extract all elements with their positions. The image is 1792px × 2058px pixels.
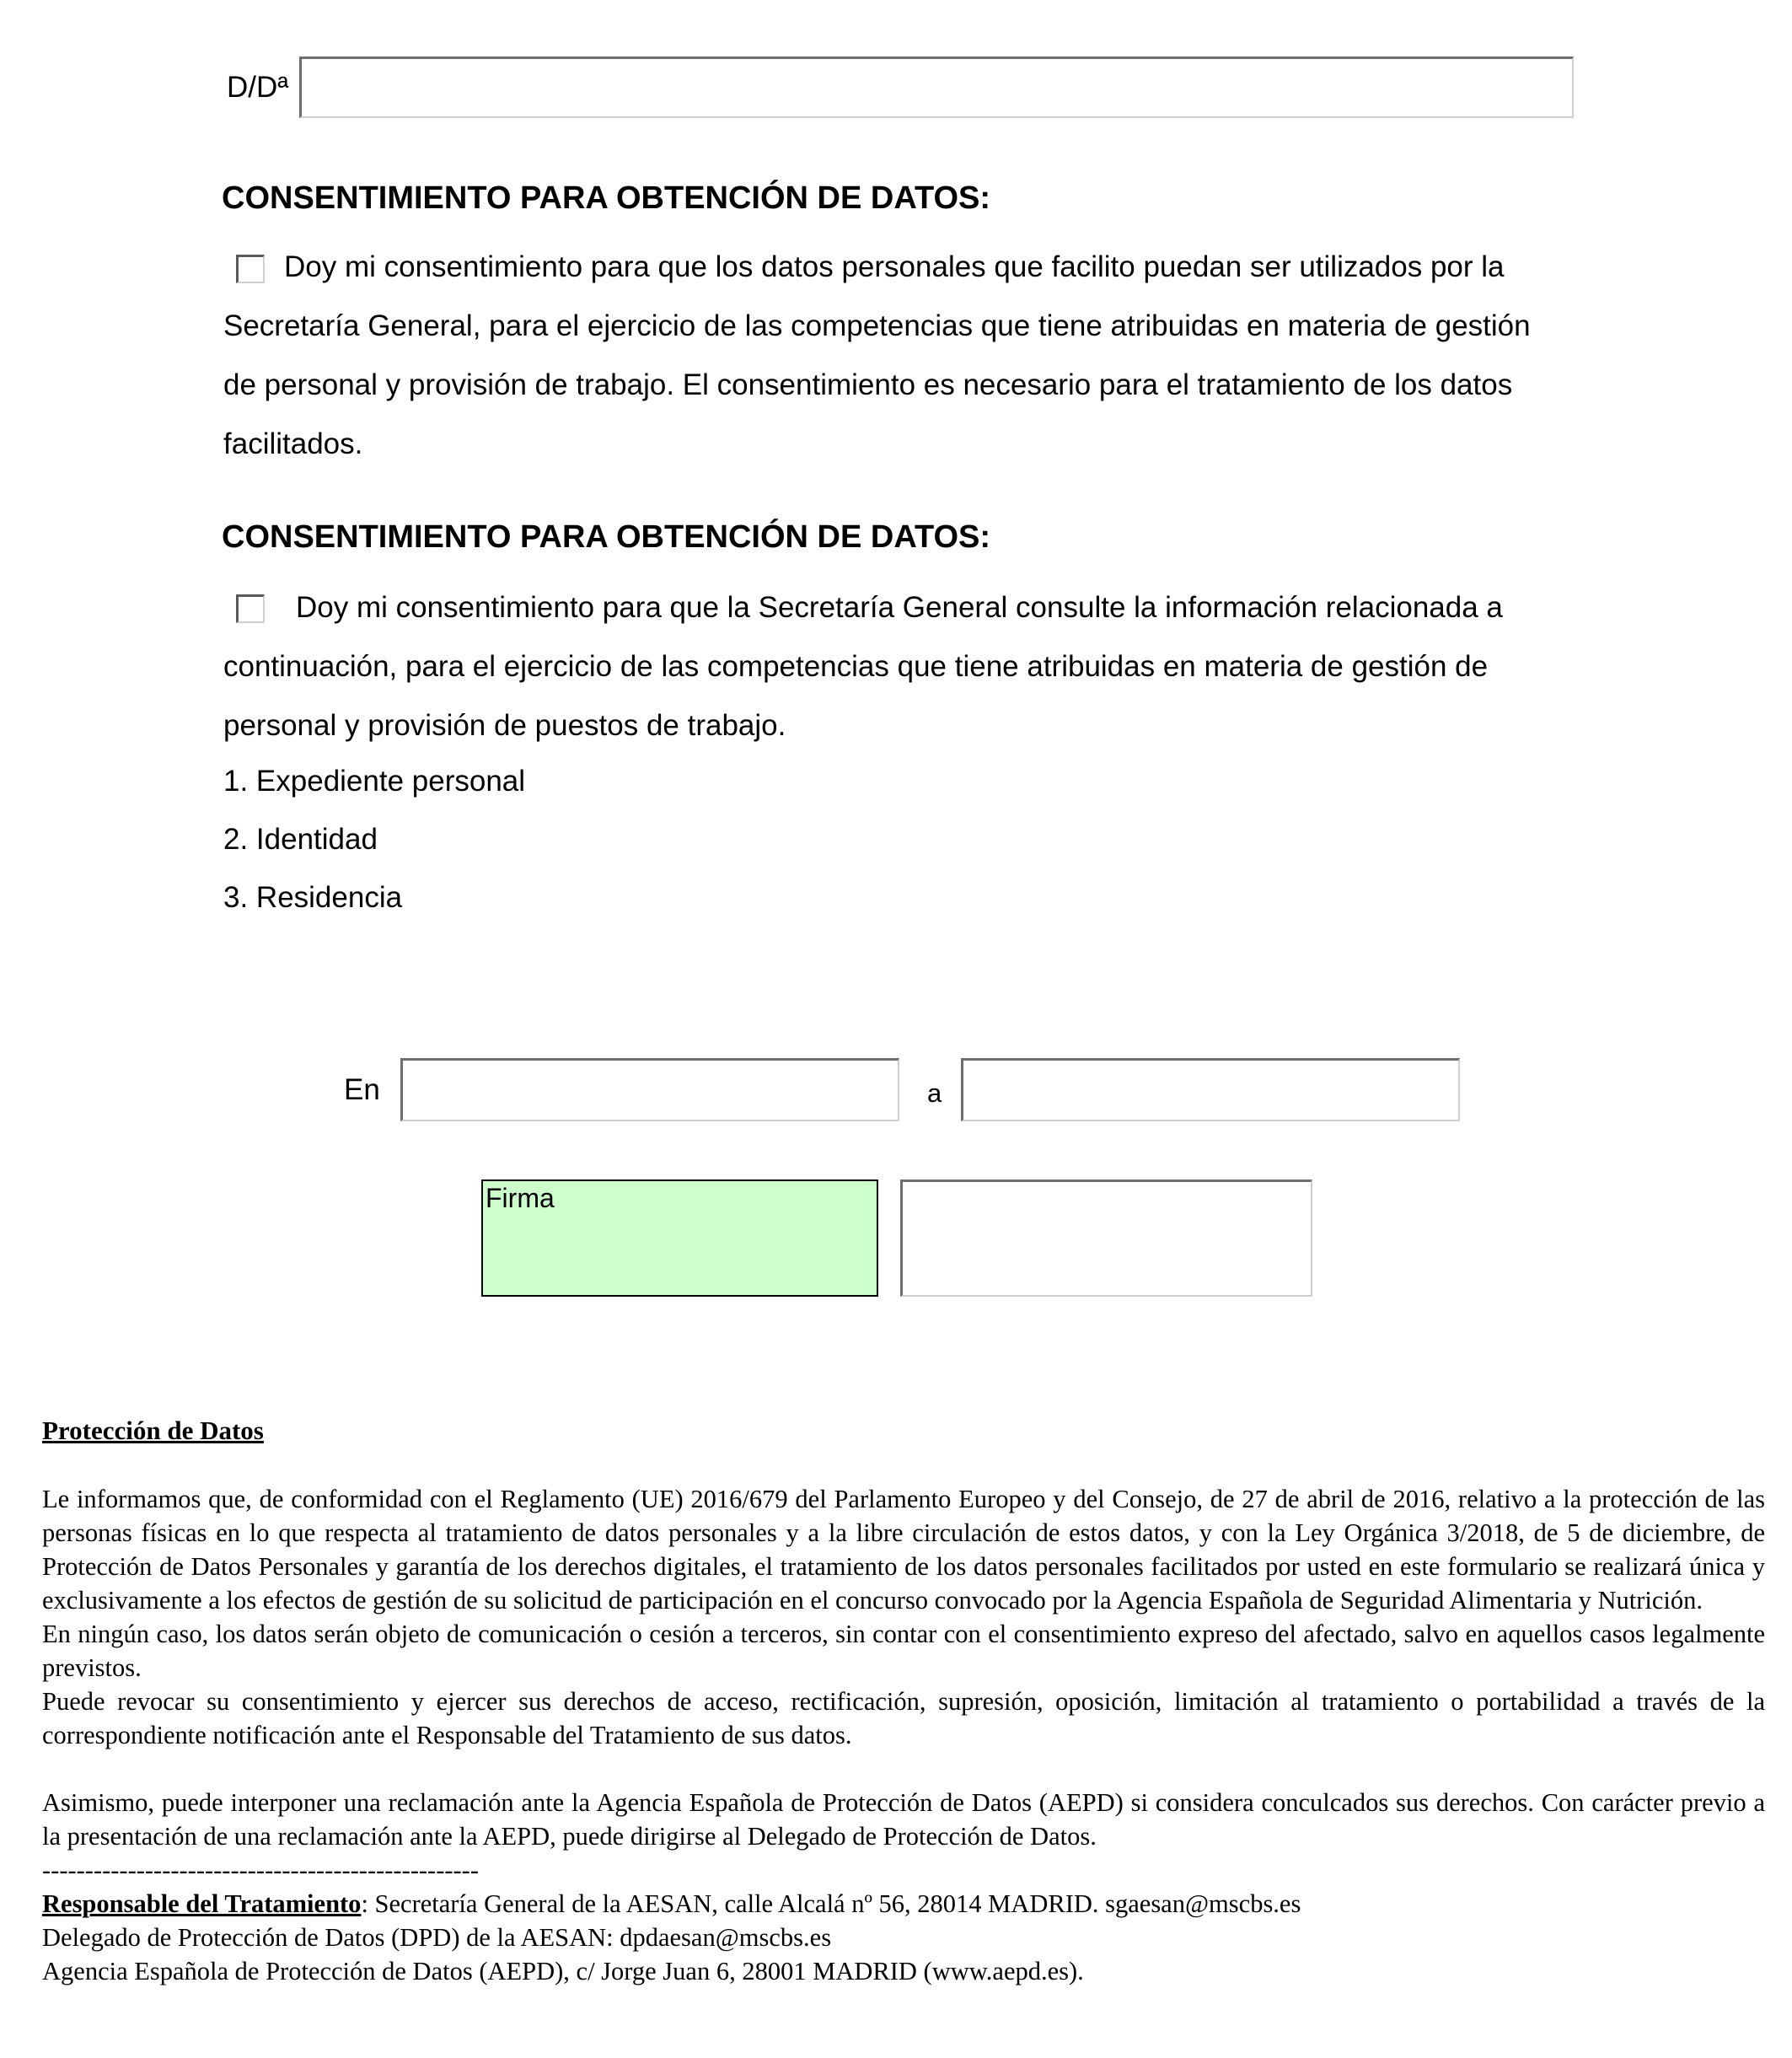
date-input[interactable]	[961, 1058, 1460, 1121]
data-protection-title: Protección de Datos	[42, 1416, 264, 1445]
legal-paragraph: Le informamos que, de conformidad con el Reglamento (UE) 2016/679 del Parlamento Europeo y del Consejo, de 27 de abril de 2016, relativo a la protección de las personas físicas en lo que respecta al tratamiento de datos personales y a la libre circulación de estos datos, y con la Ley Orgánica 3/2018, de 5 de diciembre, de Protección de Datos Personales y garantía de los derechos digitales, el tratamiento de los datos personales facilitados por usted en este formulario se realizará única y exclusivamente a los efectos de gestión de su solicitud de participación en el concurso convocado por la Agencia Española de Seguridad Alimentaria y Nutrición.	[42, 1485, 1765, 1615]
divider: ---------------------------------------------------	[42, 1856, 479, 1884]
section1-line: Doy mi consentimiento para que los datos personales que facilito puedan ser utilizados por la	[284, 250, 1505, 283]
legal-paragraph: Asimismo, puede interponer una reclamación ante la Agencia Española de Protección de Datos (AEPD) si considera conculcados sus derechos. Con carácter previo a la presentación de una reclamación ante la AEPD, puede dirigirse al Delegado de Protección de Datos.	[42, 1788, 1765, 1851]
section1-heading: CONSENTIMIENTO PARA OBTENCIÓN DE DATOS:	[222, 180, 991, 216]
responsable-text: : Secretaría General de la AESAN, calle Alcalá nº 56, 28014 MADRID. sgaesan@mscbs.es	[361, 1889, 1301, 1918]
section2-line: continuación, para el ejercicio de las competencias que tiene atribuidas en materia de gestión de	[223, 650, 1489, 683]
section2-heading: CONSENTIMIENTO PARA OBTENCIÓN DE DATOS:	[222, 519, 991, 555]
list-item: 3. Residencia	[223, 881, 403, 914]
place-label: En	[344, 1073, 380, 1106]
section1-line: Secretaría General, para el ejercicio de las competencias que tiene atribuidas en materia de gestión	[223, 309, 1531, 342]
signature-box[interactable]	[481, 1179, 878, 1297]
section2-line: personal y provisión de puestos de trabajo.	[223, 709, 786, 742]
section1-line: de personal y provisión de trabajo. El consentimiento es necesario para el tratamiento de los datos	[223, 368, 1513, 401]
legal-paragraph: En ningún caso, los datos serán objeto de comunicación o cesión a terceros, sin contar con el consentimiento expreso del afectado, salvo en aquellos casos legalmente previstos.	[42, 1620, 1765, 1682]
signature-label: Firma	[486, 1183, 555, 1213]
date-label: a	[927, 1078, 942, 1108]
signature-date-input[interactable]	[900, 1179, 1312, 1297]
section1-line: facilitados.	[223, 427, 363, 460]
responsable-line	[42, 1887, 1765, 1921]
list-item: 2. Identidad	[223, 823, 378, 856]
list-item: 1. Expediente personal	[223, 765, 526, 798]
data-protection-text	[42, 1482, 1765, 1988]
place-input[interactable]	[400, 1058, 899, 1121]
aepd-line: Agencia Española de Protección de Datos (AEPD), c/ Jorge Juan 6, 28001 MADRID (www.aepd.es).	[42, 1957, 1084, 1985]
responsable-label: Responsable del Tratamiento	[42, 1889, 362, 1918]
name-label: D/Dª	[227, 71, 289, 104]
section2-paragraph	[223, 578, 1580, 755]
name-input[interactable]	[299, 56, 1574, 118]
dpd-line: Delegado de Protección de Datos (DPD) de la AESAN: dpdaesan@mscbs.es	[42, 1923, 832, 1952]
section2-line: Doy mi consentimiento para que la Secretaría General consulte la información relacionada a	[296, 591, 1503, 624]
section1-paragraph	[223, 238, 1580, 474]
legal-paragraph: Puede revocar su consentimiento y ejercer sus derechos de acceso, rectificación, supresión, oposición, limitación al tratamiento o portabilidad a través de la correspondiente notificación ante el Responsable del Tratamiento de sus datos.	[42, 1687, 1765, 1749]
